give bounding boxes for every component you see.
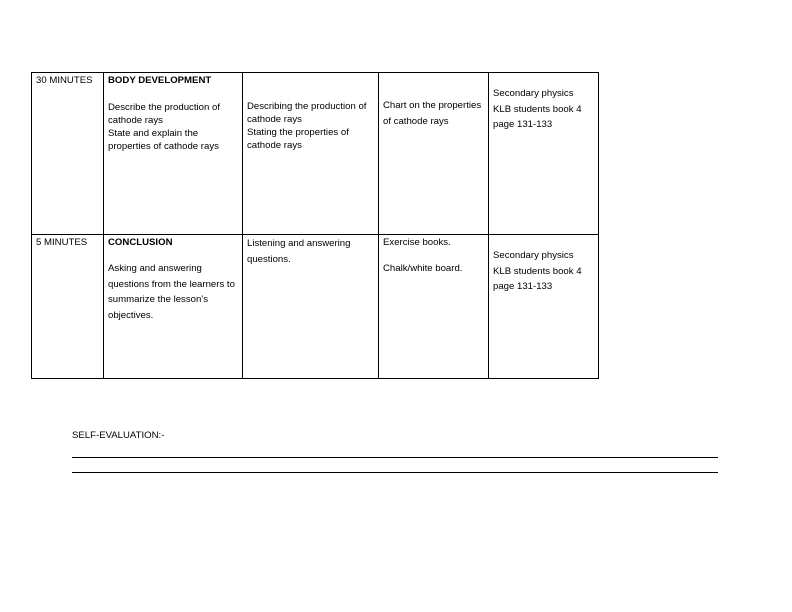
teacher-activity-cell — [104, 73, 243, 235]
reference-text: Secondary physics KLB students book 4 page 131-133 — [493, 250, 582, 292]
resources-text: Chart on the properties of cathode rays — [383, 100, 482, 127]
learner-activity-text: Listening and answering questions. — [247, 238, 351, 265]
resources-text-1: Exercise books. — [383, 237, 451, 248]
step-text: Describe the production of cathode rays State and explain the properties of cathode rays — [108, 102, 220, 152]
resources-text-2: Chalk/white board. — [383, 263, 463, 274]
learner-activity-cell — [243, 235, 379, 379]
step-text: Asking and answering questions from the learners to summarize the lesson’s objectives. — [108, 263, 235, 321]
teacher-activity-cell — [104, 235, 243, 379]
lesson-plan-table — [31, 72, 599, 379]
learner-activity-cell — [243, 73, 379, 235]
resources-cell — [379, 235, 489, 379]
time-label: 5 MINUTES — [36, 237, 88, 248]
reference-cell — [489, 73, 599, 235]
table-row — [32, 73, 599, 235]
resources-cell — [379, 73, 489, 235]
step-heading: BODY DEVELOPMENT — [108, 75, 212, 86]
reference-cell — [489, 235, 599, 379]
time-cell — [32, 73, 104, 235]
time-cell — [32, 235, 104, 379]
time-label: 30 MINUTES — [36, 75, 93, 86]
self-evaluation-line — [72, 472, 718, 473]
table-row — [32, 235, 599, 379]
self-evaluation-line — [72, 457, 718, 458]
learner-activity-text: Describing the production of cathode rays Stating the properties of cathode rays — [247, 101, 367, 151]
self-evaluation-label: SELF-EVALUATION:- — [72, 430, 165, 441]
step-heading: CONCLUSION — [108, 237, 173, 248]
reference-text: Secondary physics KLB students book 4 page 131-133 — [493, 88, 582, 130]
